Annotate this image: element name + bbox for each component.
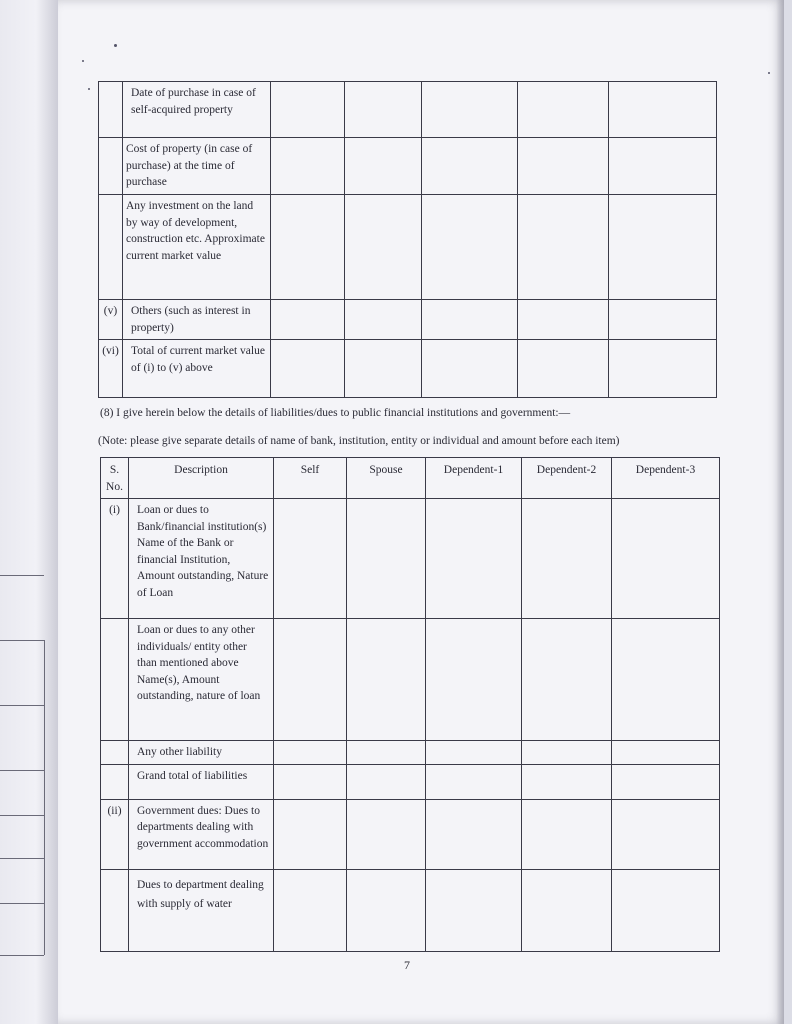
header-sno: S. No.: [101, 458, 129, 499]
self-cell[interactable]: [271, 300, 345, 340]
section-8-statement: (8) I give herein below the details of liabilities/dues to public financial institutions and government:—: [100, 407, 571, 419]
spouse-cell[interactable]: [345, 82, 422, 138]
header-dependent-1: Dependent-1: [426, 458, 522, 499]
spouse-cell[interactable]: [347, 764, 426, 799]
property-details-table: [98, 81, 717, 398]
dependent-2-cell[interactable]: [522, 869, 612, 951]
table-row: [99, 82, 717, 138]
description-cell: Loan or dues to any other individuals/ entity other than mentioned above Name(s), Amount outstanding, nature of loan: [129, 619, 274, 741]
sno-cell: [101, 619, 129, 741]
spouse-cell[interactable]: [347, 619, 426, 741]
header-self: Self: [274, 458, 347, 499]
dependent-3-cell[interactable]: [612, 741, 720, 765]
sno-cell: (ii): [101, 799, 129, 869]
dependent-1-cell[interactable]: [422, 195, 518, 300]
table-row: [99, 340, 717, 398]
self-cell[interactable]: [274, 799, 347, 869]
liabilities-table: [100, 457, 720, 952]
sno-cell: [99, 138, 123, 195]
dependent-3-cell[interactable]: [612, 499, 720, 619]
description-cell: Others (such as interest in property): [123, 300, 271, 340]
description-cell: Loan or dues to Bank/financial institution(s) Name of the Bank or financial Institution, Amount outstanding, Nature of Loan: [129, 499, 274, 619]
table-row: [99, 195, 717, 300]
self-cell[interactable]: [271, 138, 345, 195]
dependent-3-cell[interactable]: [609, 82, 717, 138]
dependent-1-cell[interactable]: [426, 869, 522, 951]
dependent-1-cell[interactable]: [426, 619, 522, 741]
dependent-2-cell[interactable]: [522, 799, 612, 869]
dependent-3-cell[interactable]: [609, 300, 717, 340]
table-row: [101, 741, 720, 765]
sno-cell: (vi): [99, 340, 123, 398]
table-row: [99, 300, 717, 340]
document-page: [58, 0, 784, 1024]
dependent-2-cell[interactable]: [522, 619, 612, 741]
header-dependent-3: Dependent-3: [612, 458, 720, 499]
table-row: [101, 799, 720, 869]
page-shadow: [776, 0, 784, 1024]
table-row: [99, 138, 717, 195]
dependent-1-cell[interactable]: [422, 340, 518, 398]
self-cell[interactable]: [274, 741, 347, 765]
dependent-1-cell[interactable]: [426, 499, 522, 619]
dependent-3-cell[interactable]: [612, 619, 720, 741]
header-description: Description: [129, 458, 274, 499]
spouse-cell[interactable]: [345, 340, 422, 398]
self-cell[interactable]: [274, 869, 347, 951]
dependent-2-cell[interactable]: [518, 195, 609, 300]
dependent-1-cell[interactable]: [426, 741, 522, 765]
spouse-cell[interactable]: [345, 138, 422, 195]
sno-cell: [101, 741, 129, 765]
self-cell[interactable]: [274, 764, 347, 799]
spouse-cell[interactable]: [345, 300, 422, 340]
self-cell[interactable]: [271, 340, 345, 398]
dependent-3-cell[interactable]: [612, 869, 720, 951]
left-page-edge: [0, 0, 60, 1024]
note-text: (Note: please give separate details of name of bank, institution, entity or individual and amount before each item): [98, 435, 620, 447]
dependent-2-cell[interactable]: [522, 764, 612, 799]
dependent-1-cell[interactable]: [422, 82, 518, 138]
sno-cell: [101, 764, 129, 799]
spouse-cell[interactable]: [345, 195, 422, 300]
spouse-cell[interactable]: [347, 741, 426, 765]
dependent-2-cell[interactable]: [518, 300, 609, 340]
sno-cell: [99, 195, 123, 300]
dependent-3-cell[interactable]: [609, 138, 717, 195]
sno-cell: [101, 869, 129, 951]
description-cell: Any other liability: [129, 741, 274, 765]
sno-cell: [99, 82, 123, 138]
dependent-2-cell[interactable]: [518, 82, 609, 138]
header-dependent-2: Dependent-2: [522, 458, 612, 499]
description-cell: Cost of property (in case of purchase) at the time of purchase: [123, 138, 271, 195]
dependent-1-cell[interactable]: [426, 799, 522, 869]
dependent-1-cell[interactable]: [422, 300, 518, 340]
dependent-3-cell[interactable]: [609, 195, 717, 300]
header-spouse: Spouse: [347, 458, 426, 499]
self-cell[interactable]: [271, 195, 345, 300]
dependent-2-cell[interactable]: [518, 340, 609, 398]
dependent-2-cell[interactable]: [522, 499, 612, 619]
description-cell: Dues to department dealing with supply of water: [129, 869, 274, 951]
description-cell: Total of current market value of (i) to (v) above: [123, 340, 271, 398]
sno-cell: (v): [99, 300, 123, 340]
dependent-3-cell[interactable]: [612, 799, 720, 869]
dependent-1-cell[interactable]: [426, 764, 522, 799]
dependent-3-cell[interactable]: [612, 764, 720, 799]
table-row: [101, 499, 720, 619]
dependent-2-cell[interactable]: [518, 138, 609, 195]
table-row: [101, 869, 720, 951]
self-cell[interactable]: [274, 619, 347, 741]
table-row: [101, 764, 720, 799]
spouse-cell[interactable]: [347, 499, 426, 619]
sno-cell: (i): [101, 499, 129, 619]
spouse-cell[interactable]: [347, 799, 426, 869]
spouse-cell[interactable]: [347, 869, 426, 951]
self-cell[interactable]: [274, 499, 347, 619]
self-cell[interactable]: [271, 82, 345, 138]
description-cell: Grand total of liabilities: [129, 764, 274, 799]
dependent-2-cell[interactable]: [522, 741, 612, 765]
description-cell: Date of purchase in case of self-acquired property: [123, 82, 271, 138]
header-row: [101, 458, 720, 499]
table-row: [101, 619, 720, 741]
dependent-1-cell[interactable]: [422, 138, 518, 195]
page-number: 7: [404, 958, 410, 972]
dependent-3-cell[interactable]: [609, 340, 717, 398]
description-cell: Any investment on the land by way of development, construction etc. Approximate current market value: [123, 195, 271, 300]
description-cell: Government dues: Dues to departments dealing with government accommodation: [129, 799, 274, 869]
